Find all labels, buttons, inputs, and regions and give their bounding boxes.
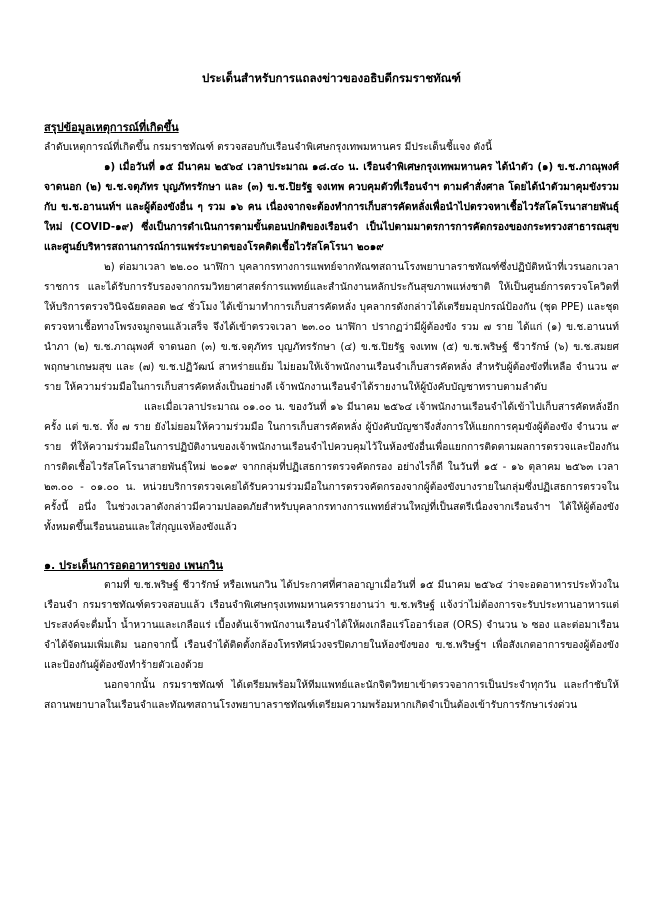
section-spacer <box>44 538 619 556</box>
paragraph-3: และเมื่อเวลาประมาณ ๐๑.๐๐ น. ของวันที่ ๑๖ มีนาคม ๒๕๖๔ เจ้าพนักงานเรือนจำได้เข้าไปเก็บสารคัดหลั่งอีกครั้ง แต่ ข.ช. ทั้ง ๗ ราย ยังไม่ยอมให้ความร่วมมือ ในการเก็บสารคัดหลั่ง ผู้บังคับบัญชาจึงสั่งการให้แยกการคุมขังผู้ต้องขัง จำนวน ๙ ราย ที่ให้ความร่วมมือในการปฏิบัติงานของเจ้าพนักงานเรือนจำไปควบคุมไว้ในห้องขังอื่นเพื่อแยกการติดตามผลการตรวจและป้องกันการติดเชื้อไวรัสโคโรนาสายพันธุ์ใหม่ ๒๐๑๙ จากกลุ่มที่ปฏิเสธการตรวจคัดกรอง อย่างไรก็ดี ในวันที่ ๑๕ - ๑๖ ตุลาคม ๒๕๖๓ เวลา ๒๓.๐๐ - ๐๑.๐๐ น. หน่วยบริการตรวจเคยได้รับความร่วมมือในการตรวจคัดกรองจากผู้ต้องขังบางรายในกลุ่มซึ่งปฏิเสธการตรวจในครั้งนี้ อนึ่ง ในช่วงเวลาดังกล่าวมีความปลอดภัยสำหรับบุคลากรทางการแพทย์ส่วนใหญ่ที่เป็นสตรีเนื่องจากเรือนจำฯ ได้ให้ผู้ต้องขังทั้งหมดขึ้นเรือนนอนและใส่กุญแจห้องขังแล้ว <box>44 402 619 533</box>
document-page <box>44 70 619 716</box>
paragraph-2: ๒) ต่อมาเวลา ๒๒.๐๐ นาฬิกา บุคลากรทางการแพทย์จากทัณฑสถานโรงพยาบาลราชทัณฑ์ซึ่งปฏิบัติหน้าที่เวรนอกเวลาราชการ และได้รับการรับรองจากกรมวิทยาศาสตร์การแพทย์และสำนักงานหลักประกันสุขภาพแห่งชาติ ให้เป็นศูนย์การตรวจโควิดที่ให้บริการตรวจวินิจฉัยตลอด ๒๔ ชั่วโมง ได้เข้ามาทำการเก็บสารคัดหลั่ง บุคลากรดังกล่าวได้เตรียมอุปกรณ์ป้องกัน (ชุด PPE) และชุดตรวจหาเชื้อทางโพรงจมูกจนแล้วเสร็จ จึงได้เข้าตรวจเวลา ๒๓.๐๐ นาฬิกา ปรากฏว่ามีผู้ต้องขัง รวม ๗ ราย ได้แก่ (๑) ข.ช.อานนท์ นำภา (๒) ข.ช.ภาณุพงศ์ จาดนอก (๓) ข.ช.จตุภัทร บุญภัทรรักษา (๔) ข.ช.ปิยรัฐ จงเทพ (๕) ข.ช.พริษฐ์ ชีวารักษ์ (๖) ข.ช.สมยศ พฤกษาเกษมสุข และ (๗) ข.ช.ปฏิวัฒน์ สาหร่ายแย้ม ไม่ยอมให้เจ้าพนักงานเรือนจำเก็บสารคัดหลั่ง สำหรับผู้ต้องขังที่เหลือ จำนวน ๙ ราย ให้ความร่วมมือในการเก็บสารคัดหลั่งเป็นอย่างดี เจ้าพนักงานเรือนจำได้รายงานให้ผู้บังคับบัญชาทราบตามลำดับ <box>44 262 619 393</box>
section-1-heading: ๑. ประเด็นการอดอาหารของ เพนกวิน <box>44 559 224 572</box>
paragraph-5: นอกจากนั้น กรมราชทัณฑ์ ได้เตรียมพร้อมให้ทีมแพทย์และนักจิตวิทยาเข้าตรวจอาการเป็นประจำทุกวัน และกำชับให้สถานพยาบาลในเรือนจำและทัณฑสถานโรงพยาบาลราชทัณฑ์เตรียมความพร้อมหากเกิดจำเป็นต้องเข้ารับการรักษาเร่งด่วน <box>44 680 619 711</box>
document-title: ประเด็นสำหรับการแถลงข่าวของอธิบดีกรมราชทัณฑ์ <box>202 71 461 85</box>
summary-heading: สรุปข้อมูลเหตุการณ์ที่เกิดขึ้น <box>44 121 179 134</box>
paragraph-1: ๑) เมื่อวันที่ ๑๕ มีนาคม ๒๕๖๔ เวลาประมาณ ๑๘.๔๐ น. เรือนจำพิเศษกรุงเทพมหานคร ได้นำตัว (๑) ข.ช.ภาณุพงศ์ จาดนอก (๒) ข.ช.จตุภัทร บุญภัทรรักษา และ (๓) ข.ช.ปิยรัฐ จงเทพ ควบคุมตัวที่เรือนจำฯ ตามคำสั่งศาล โดยได้นำตัวมาคุมขังรวมกับ ข.ช.อานนท์ฯ และผู้ต้องขังอื่น ๆ รวม ๑๖ คน เนื่องจากจะต้องทำการเก็บสารคัดหลั่งเพื่อนำไปตรวจหาเชื้อไวรัสโคโรนาสายพันธุ์ใหม่ (COVID-๑๙) ซึ่งเป็นการดำเนินการตามขั้นตอนปกติของเรือนจำ เป็นไปตามมาตรการการคัดกรองของกระทรวงสาธารณสุขและศูนย์บริหารสถานการณ์การแพร่ระบาดของโรคติดเชื้อไวรัสโคโรนา ๒๐๑๙ <box>44 162 619 253</box>
intro-paragraph: ลำดับเหตุการณ์ที่เกิดขึ้น กรมราชทัณฑ์ ตรวจสอบกับเรือนจำพิเศษกรุงเทพมหานคร มีประเด็นชี้แจง ดังนี้ <box>44 142 493 153</box>
paragraph-4: ตามที่ ข.ช.พริษฐ์ ชีวารักษ์ หรือเพนกวิน ได้ประกาศที่ศาลอาญาเมื่อวันที่ ๑๕ มีนาคม ๒๕๖๔ ว่าจะอดอาหารประท้วงในเรือนจำ กรมราชทัณฑ์ตรวจสอบแล้ว เรือนจำพิเศษกรุงเทพมหานครรายงานว่า ข.ช.พริษฐ์ แจ้งว่าไม่ต้องการจะรับประทานอาหารแต่ประสงค์จะดื่มน้ำ น้ำหวานและเกลือแร่ เบื้องต้นเจ้าพนักงานเรือนจำได้ให้ผงเกลือแร่โออาร์เอส (ORS) จำนวน ๖ ซอง และต่อมาเรือนจำได้จัดนมเพิ่มเติม นอกจากนี้ เรือนจำได้ติดตั้งกล้องโทรทัศน์วงจรปิดภายในห้องขังของ ข.ช.พริษฐ์ฯ เพื่อสังเกตอาการของผู้ต้องขัง และป้องกันผู้ต้องขังทำร้ายตัวเองด้วย <box>44 580 619 671</box>
